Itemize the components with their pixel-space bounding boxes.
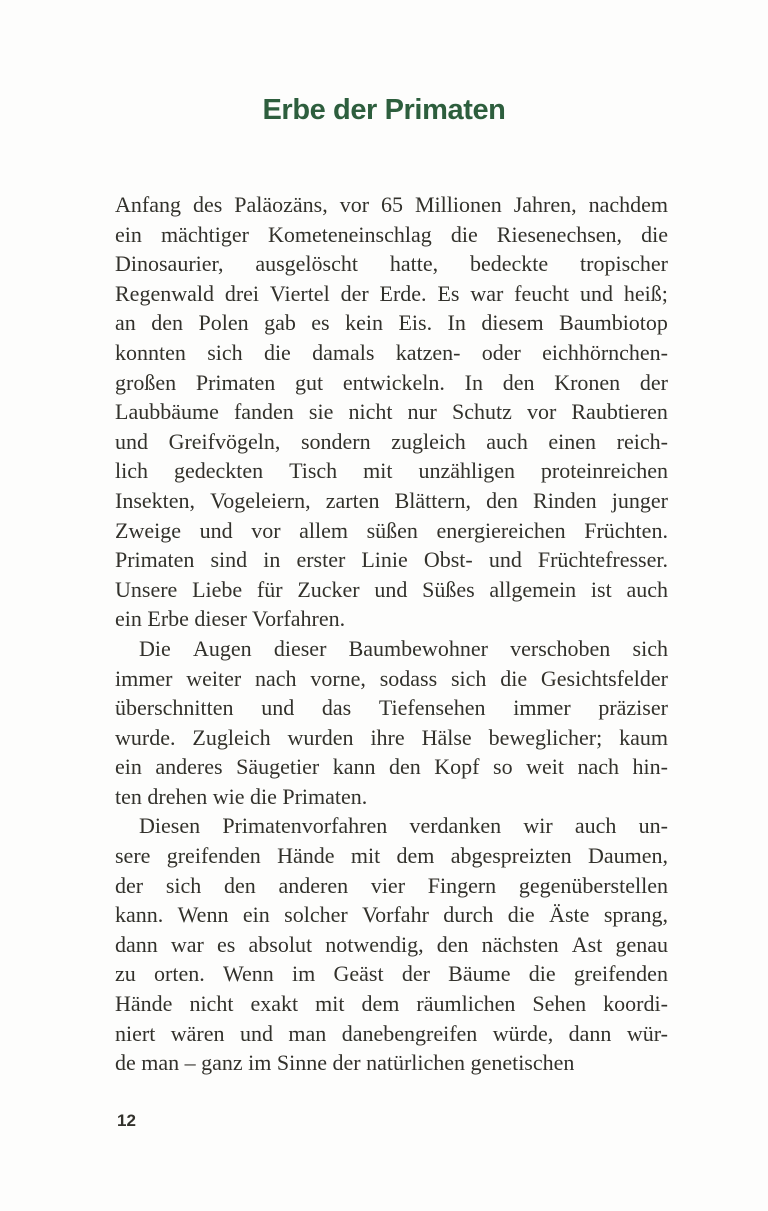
text-line: ten drehen wie die Primaten.: [115, 783, 368, 809]
text-line: Die Augen dieser Baumbewohner verschoben sich: [139, 635, 668, 661]
text-line: Insekten, Vogeleiern, zarten Blättern, den Rinden junger: [115, 487, 668, 513]
text-line: zu orten. Wenn im Geäst der Bäume die greifenden: [115, 961, 668, 987]
text-line: und Greifvögeln, sondern zugleich auch einen reich-: [115, 428, 668, 454]
text-line: überschnitten und das Tiefensehen immer präziser: [115, 695, 668, 721]
text-line: Regenwald drei Viertel der Erde. Es war feucht und heiß;: [115, 280, 668, 306]
text-line: Laubbäume fanden sie nicht nur Schutz vor Raubtieren: [115, 399, 668, 425]
text-line: Primaten sind in erster Linie Obst- und Früchtefresser.: [115, 547, 668, 573]
text-line: großen Primaten gut entwickeln. In den Kronen der: [115, 369, 668, 395]
text-line: kann. Wenn ein solcher Vorfahr durch die Äste sprang,: [115, 902, 668, 928]
chapter-heading: Erbe der Primaten: [262, 94, 506, 126]
text-line: an den Polen gab es kein Eis. In diesem Baumbiotop: [115, 310, 668, 336]
text-line: Hände nicht exakt mit dem räumlichen Sehen koordi-: [115, 991, 668, 1017]
text-line: niert wären und man danebengreifen würde, dann wür-: [115, 1020, 668, 1046]
text-line: Unsere Liebe für Zucker und Süßes allgemein ist auch: [115, 576, 668, 602]
text-line: lich gedeckten Tisch mit unzähligen proteinreichen: [115, 458, 668, 484]
text-line: wurde. Zugleich wurden ihre Hälse beweglicher; kaum: [115, 724, 668, 750]
body-text: [115, 190, 668, 1078]
text-line: Anfang des Paläozäns, vor 65 Millionen Jahren, nachdem: [115, 192, 668, 217]
text-line: sere greifenden Hände mit dem abgespreizten Daumen,: [115, 843, 668, 869]
text-line: ein anderes Säugetier kann den Kopf so weit nach hin-: [115, 754, 668, 780]
text-line: immer weiter nach vorne, sodass sich die Gesichtsfelder: [115, 665, 668, 691]
text-line: konnten sich die damals katzen- oder eichhörnchen-: [115, 339, 668, 365]
text-line: Dinosaurier, ausgelöscht hatte, bedeckte tropischer: [115, 251, 668, 277]
text-line: der sich den anderen vier Fingern gegenüberstellen: [115, 872, 668, 898]
text-line: dann war es absolut notwendig, den nächsten Ast genau: [115, 931, 668, 957]
text-line: ein mächtiger Kometeneinschlag die Riesenechsen, die: [115, 221, 668, 247]
text-line: Zweige und vor allem süßen energiereichen Früchten.: [115, 517, 668, 543]
page-number: 12: [117, 1111, 136, 1130]
text-line: ein Erbe dieser Vorfahren.: [115, 606, 346, 632]
text-line: Diesen Primatenvorfahren verdanken wir auch un-: [139, 813, 668, 839]
text-line: de man – ganz im Sinne der natürlichen genetischen: [115, 1050, 575, 1076]
